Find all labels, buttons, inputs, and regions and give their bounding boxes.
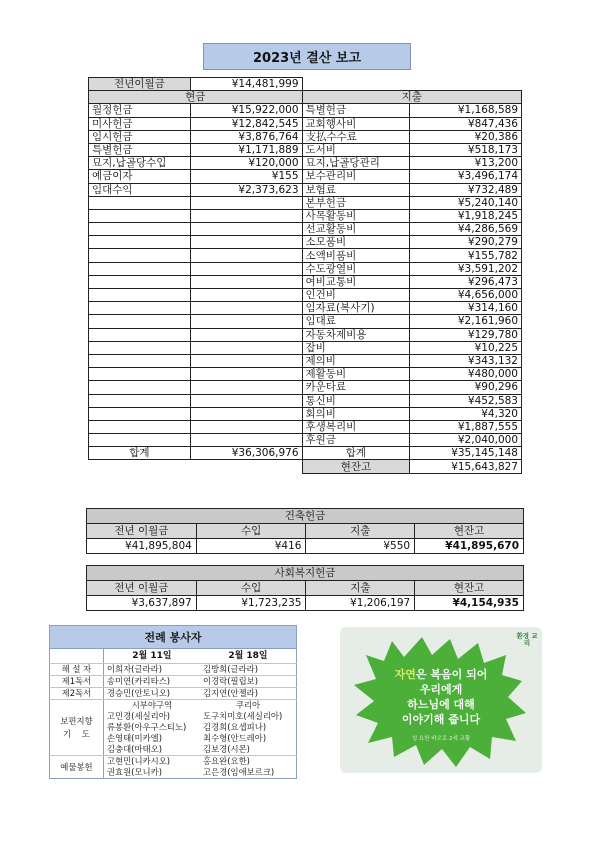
income-amount: ¥12,842,545: [190, 117, 302, 130]
ledger-row: [89, 183, 522, 196]
welfare-value-income: ¥1,723,235: [196, 596, 306, 611]
poster-line3: 하느님에 대해: [407, 698, 475, 711]
poster-quote: [360, 667, 522, 747]
prayer-list-b: [200, 700, 297, 756]
expense-amount: ¥3,496,174: [410, 170, 522, 183]
income-amount: [190, 341, 302, 354]
server-name: 이경락(필립보): [200, 676, 297, 688]
poster-source: 성 요한 바오로 2세 교황: [411, 736, 471, 742]
balance-row: [89, 460, 522, 473]
role-first-reading: 제1독서: [50, 676, 104, 688]
building-header-expense: 지출: [306, 524, 415, 539]
income-label: 예금이자: [89, 170, 191, 183]
ledger-row: [89, 209, 522, 222]
expense-label: 사목활동비: [302, 209, 410, 222]
expense-amount: ¥4,320: [410, 407, 522, 420]
expense-amount: ¥5,240,140: [410, 196, 522, 209]
prayer-group-a: 시부야구역: [131, 700, 173, 710]
income-label: [89, 223, 191, 236]
ledger-row: [89, 157, 522, 170]
income-amount: [190, 434, 302, 447]
building-header-balance: 현잔고: [415, 524, 524, 539]
expense-amount: ¥518,173: [410, 143, 522, 156]
expense-amount: ¥129,780: [410, 328, 522, 341]
server-name: 경승민(안토니오): [103, 688, 200, 700]
income-label: 월정헌금: [89, 104, 191, 117]
ledger-row: [89, 420, 522, 433]
income-amount: [190, 407, 302, 420]
offering-list-a: [103, 756, 200, 779]
income-amount: [190, 381, 302, 394]
servers-row: [50, 664, 297, 676]
income-label: [89, 209, 191, 222]
expense-amount: ¥1,168,589: [410, 104, 522, 117]
ledger-row: [89, 104, 522, 117]
building-fund-caption: 건축헌금: [87, 509, 524, 524]
welfare-value-prev: ¥3,637,897: [87, 596, 197, 611]
servers-row: [50, 676, 297, 688]
ledger-row: [89, 130, 522, 143]
income-header: 현금: [89, 91, 303, 104]
income-amount: [190, 394, 302, 407]
prayer-list-a: [103, 700, 200, 756]
expense-amount: ¥847,436: [410, 117, 522, 130]
ledger-row: [89, 368, 522, 381]
income-amount: ¥155: [190, 170, 302, 183]
expense-label: 보험료: [302, 183, 410, 196]
expense-amount: ¥155,782: [410, 249, 522, 262]
income-label: 특별헌금: [89, 143, 191, 156]
server-name: 고민경(세실리아): [106, 711, 171, 721]
income-amount: ¥2,373,623: [190, 183, 302, 196]
expense-amount: ¥452,583: [410, 394, 522, 407]
income-label: 미사헌금: [89, 117, 191, 130]
income-amount: ¥120,000: [190, 157, 302, 170]
servers-row: [50, 688, 297, 700]
expense-label: 소액비품비: [302, 249, 410, 262]
building-fund-table: [86, 508, 524, 554]
expense-label: 제활동비: [302, 368, 410, 381]
poster-line4: 이야기해 줍니다: [401, 713, 481, 726]
server-name: 김충대(마태오): [106, 744, 162, 754]
income-label: 묘지,납골당수입: [89, 157, 191, 170]
expense-amount: ¥1,918,245: [410, 209, 522, 222]
welfare-fund-table: [86, 565, 524, 611]
server-name: 고현민(니카시오): [106, 756, 171, 766]
ledger-row: [89, 394, 522, 407]
ledger-row: [89, 381, 522, 394]
expense-label: 후원금: [302, 434, 410, 447]
expense-label: 인건비: [302, 289, 410, 302]
building-header-prev: 전년 이월금: [87, 524, 197, 539]
expense-label: 잡비: [302, 341, 410, 354]
role-offering: 예물봉헌: [50, 756, 104, 779]
income-label: 임대수익: [89, 183, 191, 196]
servers-row-offering: [50, 756, 297, 779]
expense-total-label: 합계: [302, 447, 410, 460]
income-label: [89, 196, 191, 209]
servers-date-1: 2월 11일: [103, 649, 200, 664]
ledger-row: [89, 117, 522, 130]
welfare-header-balance: 현잔고: [415, 581, 524, 596]
income-label: [89, 420, 191, 433]
expense-label: 본부헌금: [302, 196, 410, 209]
poster-logo: 환경 교리: [516, 632, 538, 647]
settlement-table: [88, 77, 522, 474]
expense-amount: ¥2,040,000: [410, 434, 522, 447]
server-name: 김보경(시몬): [202, 744, 250, 754]
server-name: 김방희(글라라): [200, 664, 297, 676]
servers-date-2: 2월 18일: [200, 649, 297, 664]
ledger-row: [89, 223, 522, 236]
server-name: 홍요완(요한): [202, 756, 250, 766]
income-label: [89, 341, 191, 354]
prayer-group-b: 쿠리아: [235, 700, 261, 710]
income-label: [89, 236, 191, 249]
expense-amount: ¥10,225: [410, 341, 522, 354]
income-amount: [190, 262, 302, 275]
income-amount: ¥3,876,764: [190, 130, 302, 143]
welfare-header-expense: 지출: [306, 581, 415, 596]
server-name: 김경희(요셉피나): [202, 722, 267, 732]
income-label: [89, 354, 191, 367]
income-amount: [190, 315, 302, 328]
income-amount: [190, 249, 302, 262]
expense-header: 지출: [302, 91, 521, 104]
balance-label: 현잔고: [302, 460, 410, 473]
server-name: 최수형(안드레아): [202, 733, 267, 743]
page-title: 2023년 결산 보고: [203, 43, 411, 70]
expense-label: 특별헌금: [302, 104, 410, 117]
poster-line1-rest: 은 복음이 되어: [415, 668, 488, 681]
expense-amount: ¥20,386: [410, 130, 522, 143]
expense-label: 제의비: [302, 354, 410, 367]
income-amount: [190, 302, 302, 315]
expense-amount: ¥90,296: [410, 381, 522, 394]
expense-amount: ¥3,591,202: [410, 262, 522, 275]
ledger-row: [89, 249, 522, 262]
expense-amount: ¥732,489: [410, 183, 522, 196]
income-amount: [190, 236, 302, 249]
income-amount: [190, 223, 302, 236]
expense-label: 임대료: [302, 315, 410, 328]
building-value-expense: ¥550: [306, 539, 415, 554]
expense-label: 支払수수료: [302, 130, 410, 143]
income-amount: [190, 275, 302, 288]
income-label: [89, 249, 191, 262]
expense-label: 통신비: [302, 394, 410, 407]
welfare-fund-caption: 사회복지헌금: [87, 566, 524, 581]
income-label: 임시헌금: [89, 130, 191, 143]
expense-amount: ¥290,279: [410, 236, 522, 249]
prev-balance-row: [89, 78, 522, 91]
ledger-row: [89, 143, 522, 156]
expense-label: 카운타료: [302, 381, 410, 394]
ledger-row: [89, 289, 522, 302]
expense-amount: ¥4,286,569: [410, 223, 522, 236]
ledger-row: [89, 275, 522, 288]
environment-poster: [340, 627, 542, 773]
role-second-reading: 제2독서: [50, 688, 104, 700]
income-label: [89, 394, 191, 407]
server-name: 송미연(카리타스): [103, 676, 200, 688]
role-commentator: 해 설 자: [50, 664, 104, 676]
income-amount: [190, 354, 302, 367]
expense-amount: ¥13,200: [410, 157, 522, 170]
income-label: [89, 315, 191, 328]
expense-amount: ¥4,656,000: [410, 289, 522, 302]
income-label: [89, 289, 191, 302]
income-label: [89, 381, 191, 394]
expense-label: 임자료(복사기): [302, 302, 410, 315]
income-total-label: 합계: [89, 447, 191, 460]
prev-balance-label: 전년이월금: [89, 78, 191, 91]
poster-highlight-word: 자연: [394, 668, 416, 681]
building-header-income: 수입: [196, 524, 306, 539]
ledger-row: [89, 170, 522, 183]
welfare-header-prev: 전년 이월금: [87, 581, 197, 596]
income-amount: [190, 420, 302, 433]
server-name: 도구치미호(세실리아): [202, 711, 283, 721]
liturgy-servers-table: [49, 625, 297, 779]
income-label: [89, 302, 191, 315]
expense-amount: ¥314,160: [410, 302, 522, 315]
ledger-row: [89, 236, 522, 249]
servers-row-prayer: [50, 700, 297, 756]
income-amount: [190, 289, 302, 302]
balance-value: ¥15,643,827: [410, 460, 522, 473]
income-amount: [190, 209, 302, 222]
section-header-row: [89, 91, 522, 104]
building-value-prev: ¥41,895,804: [87, 539, 197, 554]
income-amount: ¥15,922,000: [190, 104, 302, 117]
expense-amount: ¥2,161,960: [410, 315, 522, 328]
ledger-row: [89, 407, 522, 420]
servers-caption: 전례 봉사자: [50, 626, 297, 649]
offering-list-b: [200, 756, 297, 779]
building-value-balance: ¥41,895,670: [415, 539, 524, 554]
welfare-header-income: 수입: [196, 581, 306, 596]
expense-label: 수도광열비: [302, 262, 410, 275]
server-name: 고은경(임애보르크): [202, 767, 275, 777]
income-total-value: ¥36,306,976: [190, 447, 302, 460]
building-value-income: ¥416: [196, 539, 306, 554]
expense-total-value: ¥35,145,148: [410, 447, 522, 460]
expense-amount: ¥296,473: [410, 275, 522, 288]
welfare-value-balance: ¥4,154,935: [415, 596, 524, 611]
ledger-row: [89, 315, 522, 328]
expense-amount: ¥1,887,555: [410, 420, 522, 433]
ledger-row: [89, 302, 522, 315]
expense-amount: ¥480,000: [410, 368, 522, 381]
server-name: 이희자(글라라): [103, 664, 200, 676]
expense-label: 후생복리비: [302, 420, 410, 433]
expense-label: 묘지,납골당관리: [302, 157, 410, 170]
income-label: [89, 434, 191, 447]
server-name: 김지연(안젤라): [200, 688, 297, 700]
income-label: [89, 328, 191, 341]
role-prayer: 보편지향 기 도: [50, 700, 104, 756]
income-amount: ¥1,171,889: [190, 143, 302, 156]
expense-amount: ¥343,132: [410, 354, 522, 367]
income-label: [89, 407, 191, 420]
server-name: 류봉환(아우구스티노): [106, 722, 187, 732]
ledger-row: [89, 434, 522, 447]
server-name: 권효원(모니카): [106, 767, 162, 777]
poster-line2: 우리에게: [419, 683, 463, 696]
expense-label: 선교활동비: [302, 223, 410, 236]
total-row: [89, 447, 522, 460]
ledger-row: [89, 354, 522, 367]
expense-label: 자동차제비용: [302, 328, 410, 341]
expense-label: 도서비: [302, 143, 410, 156]
expense-label: 소모품비: [302, 236, 410, 249]
ledger-body: [89, 104, 522, 447]
ledger-row: [89, 196, 522, 209]
expense-label: 회의비: [302, 407, 410, 420]
expense-label: 교회행사비: [302, 117, 410, 130]
expense-label: 여비교통비: [302, 275, 410, 288]
server-name: 손영태(미카엘): [106, 733, 162, 743]
ledger-row: [89, 262, 522, 275]
income-label: [89, 275, 191, 288]
income-amount: [190, 368, 302, 381]
income-amount: [190, 328, 302, 341]
welfare-value-expense: ¥1,206,197: [306, 596, 415, 611]
expense-label: 보수관리비: [302, 170, 410, 183]
prev-balance-value: ¥14,481,999: [190, 78, 302, 91]
ledger-row: [89, 341, 522, 354]
income-label: [89, 368, 191, 381]
ledger-row: [89, 328, 522, 341]
income-label: [89, 262, 191, 275]
income-amount: [190, 196, 302, 209]
